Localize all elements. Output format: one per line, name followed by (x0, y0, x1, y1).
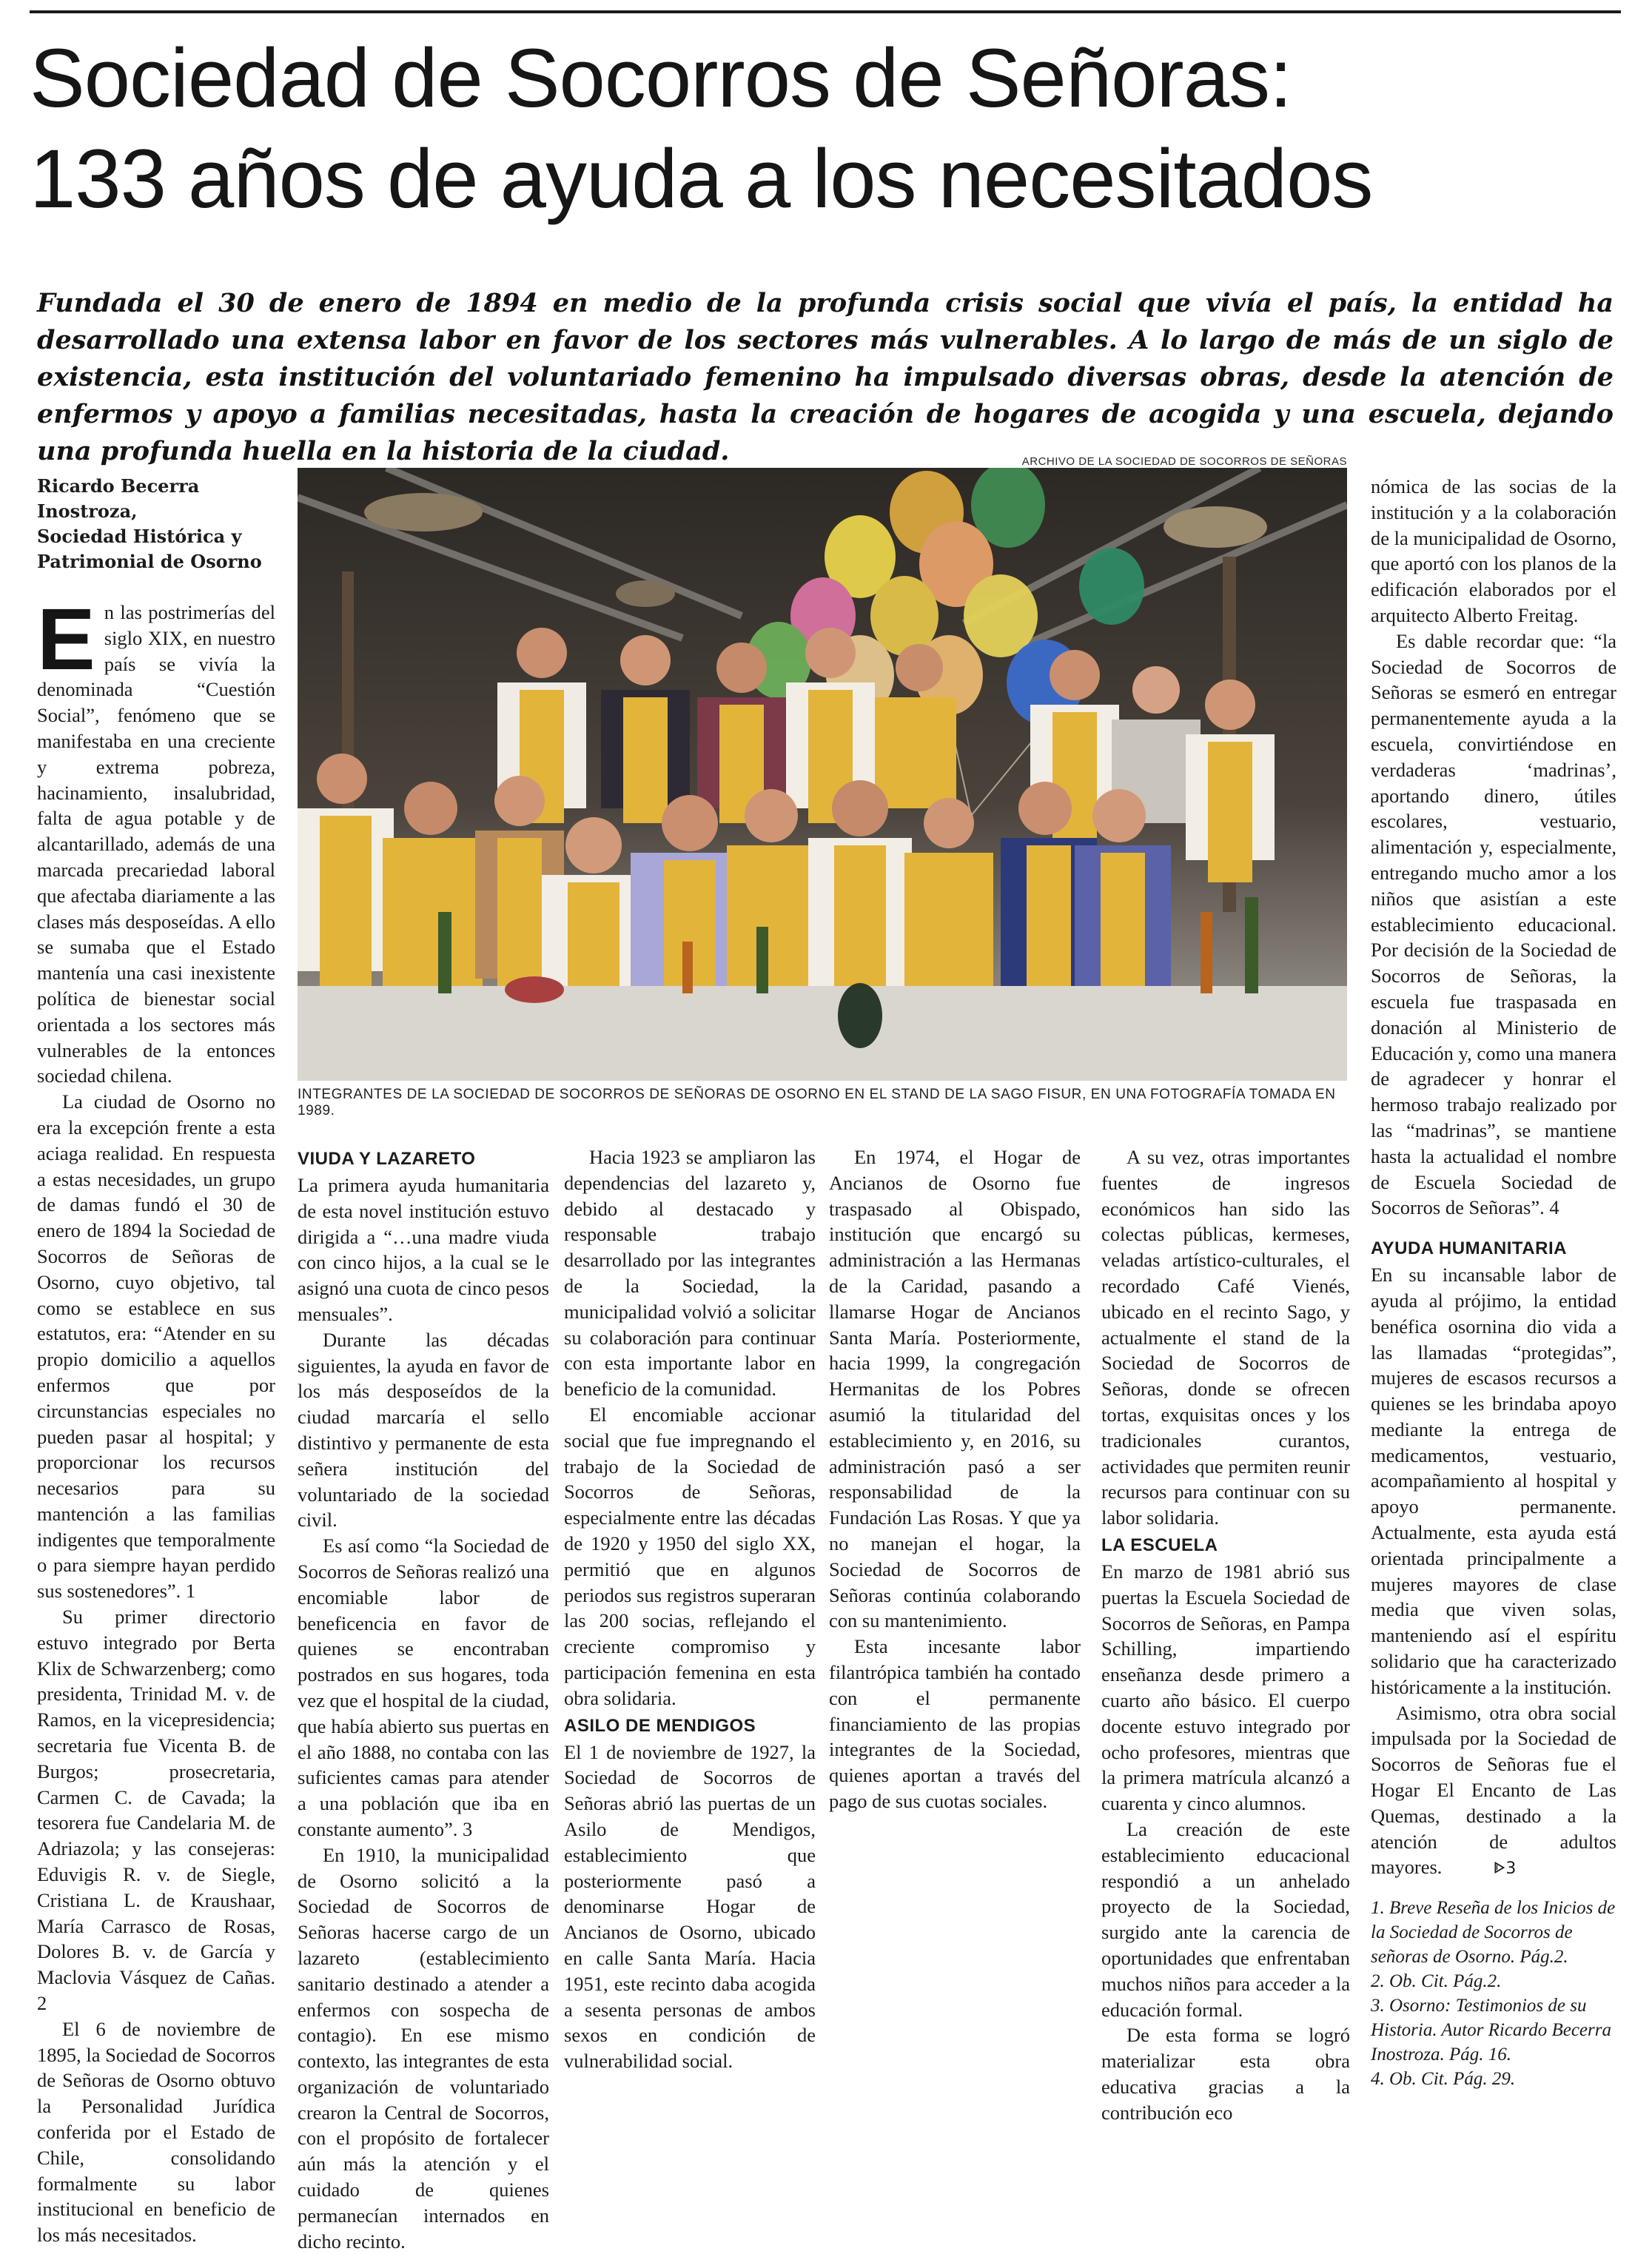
group-photo (298, 468, 1347, 1081)
column-5 (1101, 1144, 1350, 2125)
paragraph: En 1910, la municipalidad de Osorno solicitó a la Sociedad de Socorros de Señoras hacerse cargo de un lazareto (establecimiento sanitario destinado a atender a enfermos con sospecha de contagio). En ese mismo contexto, las integrantes de esta organización de voluntariado crearon la Central de Socorros, con el propósito de fortalecer aún más la atención y el cuidado de quienes permanecían internados en dicho recinto. (298, 1843, 549, 2253)
paragraph: Asimismo, otra obra social impulsada por la Sociedad de Socorros de Señoras fue el Hogar El Encanto de Las Quemas, destinado a la atención de adultos mayores. ᐈ3 (1371, 1701, 1616, 1879)
byline (37, 474, 275, 574)
drop-cap: E (37, 591, 95, 688)
subhead-escuela: LA ESCUELA (1101, 1534, 1218, 1555)
paragraph: En su incansable labor de ayuda al prójimo, la entidad benéfica osornina dio vida a las llamadas “protegidas”, mujeres de escasos recursos a quienes se les brindaba apoyo mediante la entrega de medicamentos, vestuario, acompañamiento al hospital y apoyo permanente. Actualmente, esta ayuda está orientada principalmente a mujeres mayores de clase media que viven solas, manteniendo así el espíritu solidario que ha caracterizado históricamente a la institución. (1371, 1264, 1616, 1698)
headline-line-2: 133 años de ayuda a los necesitados (30, 133, 1373, 225)
top-rule (30, 10, 1621, 13)
lead-paragraph: Fundada el 30 de enero de 1894 en medio de la profunda crisis social que vivía el país, la entidad ha desarrollado una extensa labor en favor de los sectores más vulnerables. A lo largo de más de un siglo de existencia, esta institución del voluntariado femenino ha impulsado diversas obras, desde la atención de enfermos y apoyo a familias necesitadas, hasta la creación de hogares de acogida y una escuela, dejando una profunda huella en la historia de la ciudad. (37, 288, 1614, 466)
column-2 (298, 1144, 549, 2254)
paragraph: El 1 de noviembre de 1927, la Sociedad de Socorros de Señoras abrió las puertas de un Asilo de Mendigos, establecimiento que posteriormente pasó a denominarse Hogar de Ancianos de Osorno, ubicado en calle Santa María. Hacia 1951, este recinto daba acogida a sesenta personas de ambos sexos en condición de vulnerabilidad social. (564, 1740, 816, 2073)
headline (30, 28, 1621, 229)
footnote: 1. Breve Reseña de los Inicios de la Sociedad de Socorros de señoras de Osorno. Pág.2. (1371, 1898, 1616, 1968)
byline-author: Ricardo Becerra Inostroza, (37, 475, 200, 522)
footnotes (1371, 1896, 1616, 2091)
column-3 (564, 1144, 816, 2074)
subhead-asilo: ASILO DE MENDIGOS (564, 1715, 756, 1736)
paragraph: Esta incesante labor filantrópica también ha contado con el permanente financiamiento de las propias integrantes de la Sociedad, quienes aportan a través del pago de sus cuotas sociales. (829, 1635, 1081, 1812)
photo-illustration (298, 468, 1347, 1081)
column-4 (829, 1144, 1081, 1814)
headline-line-1: Sociedad de Socorros de Señoras: (30, 32, 1292, 124)
paragraph: En 1974, el Hogar de Ancianos de Osorno fue traspasado al Obispado, institución que encargó su administración a las Hermanas de la Caridad, pasando a llamarse Hogar de Ancianos Santa María. Posteriormente, hacia 1999, la congregación Hermanitas de los Pobres asumió la titularidad del establecimiento y, en 2016, su administración pasó a ser responsabilidad de la Fundación Las Rosas. Y que ya no manejan el hogar, la Sociedad de Socorros de Señoras continúa colaborando con su mantenimiento. (829, 1146, 1081, 1632)
photo-credit: ARCHIVO DE LA SOCIEDAD DE SOCORROS DE SEÑORAS (1021, 455, 1347, 468)
paragraph: Durante las décadas siguientes, la ayuda en favor de los más desposeídos de la ciudad marcaría el sello distintivo y permanente de esta señera institución del voluntariado de la sociedad civil. (298, 1328, 549, 1532)
paragraph: En las postrimerías del siglo XIX, en nuestro país se vivía la denominada “Cuestión Social”, fenómeno que se manifestaba en una creciente y extrema pobreza, hacinamiento, insalubridad, falta de agua potable y de alcantarillado, además de una marcada precariedad laboral que afectaba diariamente a las clases más desposeídas. A ello se sumaba que el Estado mantenía una casi inexistente política de bienestar social orientada a los sectores más vulnerables de la entonces sociedad chilena. (37, 591, 275, 1087)
byline-org-1: Sociedad Histórica y (37, 526, 242, 547)
footnote: 3. Osorno: Testimonios de su Historia. Autor Ricardo Becerra Inostroza. Pág. 16. (1371, 1996, 1611, 2065)
paragraph: A su vez, otras importantes fuentes de ingresos económicos han sido las colectas públicas, kermeses, veladas artístico-culturales, el recordado Café Vienés, ubicado en el recinto Sago, y actualmente el stand de la Sociedad de Socorros de Señoras, donde se ofrecen tortas, exquisitas onces y los tradicionales curantos, actividades que permiten reunir recursos para continuar con su labor solidaria. (1101, 1146, 1350, 1529)
paragraph: La creación de este establecimiento educacional respondió a un anhelado proyecto de la Sociedad, surgido ante la carencia de oportunidades que enfrentaban muchos niños para acceder a la educación formal. (1101, 1817, 1350, 2021)
paragraph: La primera ayuda humanitaria de esta novel institución estuvo dirigida a “…una madre viuda con cinco hijos, a la cual se le asignó una cuota de cinco pesos mensuales”. (298, 1174, 549, 1325)
column-6 (1371, 474, 1616, 2091)
paragraph: Es así como “la Sociedad de Socorros de Señoras realizó una encomiable labor de beneficencia en favor de quienes se encontraban postrados en sus hogares, toda vez que el hospital de la ciudad, que había abierto sus puertas en el año 1888, no contaba con las suficientes camas para atender a una población que iba en constante aumento”. 3 (298, 1534, 549, 1840)
subhead-ayuda: AYUDA HUMANITARIA (1371, 1238, 1567, 1259)
byline-org-2: Patrimonial de Osorno (37, 551, 262, 572)
photo-caption: INTEGRANTES DE LA SOCIEDAD DE SOCORROS DE SEÑORAS DE OSORNO EN EL STAND DE LA SAGO FISUR, EN UNA FOTOGRAFÍA TOMADA EN 1989. (298, 1087, 1336, 1118)
end-mark-icon: ᐈ3 (1494, 1859, 1517, 1879)
paragraph: De esta forma se logró materializar esta obra educativa gracias a la contribución eco (1101, 2024, 1350, 2124)
paragraph: Hacia 1923 se ampliaron las dependencias del lazareto y, debido al destacado y responsable trabajo desarrollado por las integrantes de la Sociedad, la municipalidad volvió a solicitar su colaboración para continuar con esta importante labor en beneficio de la comunidad. (564, 1146, 816, 1401)
paragraph: nómica de las socias de la institución y a la colaboración de la municipalidad de Osorno, que aportó con los planos de la edificación elaborados por el arquitecto Alberto Freitag. (1371, 475, 1616, 626)
subhead-viuda: VIUDA Y LAZARETO (298, 1149, 476, 1169)
paragraph: La ciudad de Osorno no era la excepción frente a esta aciaga realidad. En respuesta a estas necesidades, un grupo de damas fundó el 30 de enero de 1894 la Sociedad de Socorros de Señoras de Osorno, cuyo objetivo, tal como se establece en sus estatutos, era: “Atender en su propio domicilio a aquellos enfermos que por circunstancias especiales no pueden pasar al hospital; y proporcionar los recursos necesarios para su mantención a las familias indigentes que temporalmente o para siempre hayan perdido sus sostenedores”. 1 (37, 1090, 275, 1603)
paragraph: En marzo de 1981 abrió sus puertas la Escuela Sociedad de Socorros de Señoras, en Pampa Schilling, impartiendo enseñanza desde primero a cuarto año básico. El cuerpo docente estuvo integrado por ocho profesores, mientras que la primera matrícula alcanzó a cuarenta y cinco alumnos. (1101, 1560, 1350, 1815)
footnote: 4. Ob. Cit. Pág. 29. (1371, 2069, 1516, 2090)
footnote: 2. Ob. Cit. Pág.2. (1371, 1971, 1502, 1992)
paragraph: Es dable recordar que: “la Sociedad de Socorros de Señoras se esmeró en entregar permanentemente ayuda a la escuela, convirtiéndose en verdaderas ‘madrinas’, aportando dinero, útiles escolares, vestuario, alimentación y, especialmente, entregando mucho amor a los niños que asistían a este establecimiento educacional. Por decisión de la Sociedad de Socorros de Señoras, la escuela fue traspasada en donación al Ministerio de Educación y, como una manera de agradecer y honrar el hermoso trabajo realizado por las “madrinas”, se mantiene hasta la actualidad el nombre de Escuela Sociedad de Socorros de Señoras”. 4 (1371, 629, 1616, 1219)
paragraph: El 6 de noviembre de 1895, la Sociedad de Socorros de Señoras de Osorno obtuvo la Personalidad Jurídica conferida por el Estado de Chile, consolidando formalmente su labor institucional en beneficio de los más necesitados. (37, 2017, 275, 2247)
paragraph: Su primer directorio estuvo integrado por Berta Klix de Schwarzenberg; como presidenta, Trinidad M. v. de Ramos, en la vicepresidencia; secretaria fue Vicenta B. de Burgos; prosecretaria, Carmen C. de Cavada; la tesorera fue Candelaria M. de Adriazola; y las consejeras: Eduvigis R. v. de Siegle, Cristiana L. de Kraushaar, María Carrasco de Rosas, Dolores B. v. de García y Maclovia Vásquez de Cañas. 2 (37, 1606, 275, 2015)
column-1 (37, 474, 275, 2248)
paragraph: El encomiable accionar social que fue impregnando el trabajo de la Sociedad de Socorros de Señoras, especialmente entre las décadas de 1920 y 1950 del siglo XX, permitió que en algunos periodos sus registros superaran las 200 socias, reflejando el creciente compromiso y participación femenina en esta obra solidaria. (564, 1403, 816, 1709)
